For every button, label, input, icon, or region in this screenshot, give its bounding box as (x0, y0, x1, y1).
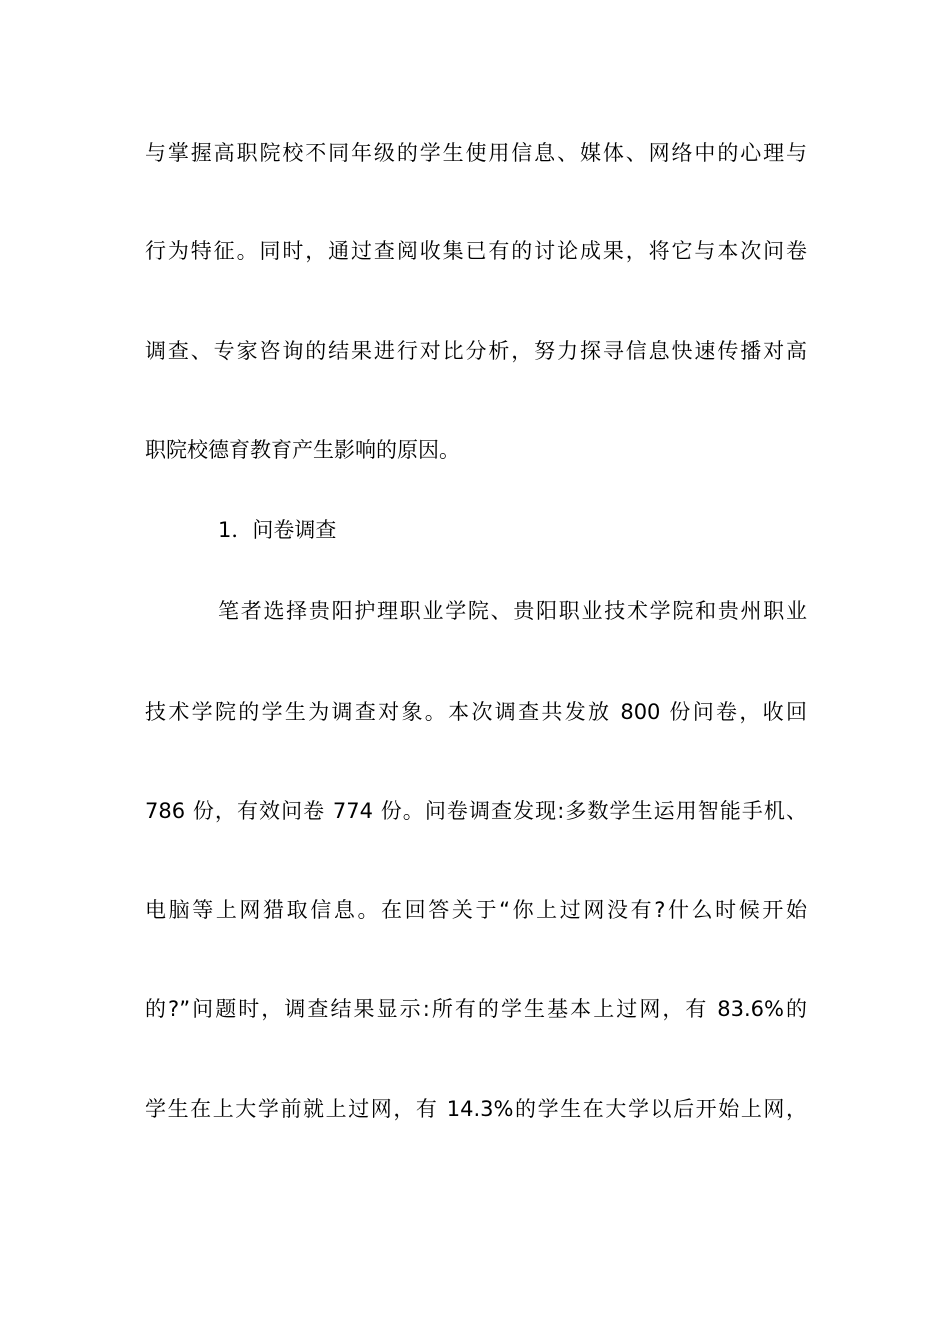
paragraph-2-line-1: 笔者选择贵阳护理职业学院、贵阳职业技术学院和贵州职业 (218, 599, 807, 623)
paragraph-1-line-4: 职院校德育教育产生影响的原因。 (145, 438, 460, 462)
paragraph-2-line-3: 786 份，有效问卷 774 份。问卷调查发现:多数学生运用智能手机、 (145, 799, 807, 823)
paragraph-2-line-5: 的?”问题时，调查结果显示:所有的学生基本上过网，有 83.6%的 (145, 997, 807, 1021)
paragraph-2-line-4: 电脑等上网猎取信息。在回答关于“你上过网没有?什么时候开始 (145, 898, 807, 922)
paragraph-1-line-1: 与掌握高职院校不同年级的学生使用信息、媒体、网络中的心理与 (145, 141, 807, 165)
paragraph-2-line-2: 技术学院的学生为调查对象。本次调查共发放 800 份问卷，收回 (145, 700, 807, 724)
paragraph-2-line-6: 学生在上大学前就上过网，有 14.3%的学生在大学以后开始上网， (145, 1097, 807, 1121)
paragraph-1-line-3: 调查、专家咨询的结果进行对比分析，努力探寻信息快速传播对高 (145, 339, 807, 363)
paragraph-1-line-2: 行为特征。同时，通过查阅收集已有的讨论成果，将它与本次问卷 (145, 239, 807, 263)
section-heading: 1．问卷调查 (218, 518, 337, 542)
